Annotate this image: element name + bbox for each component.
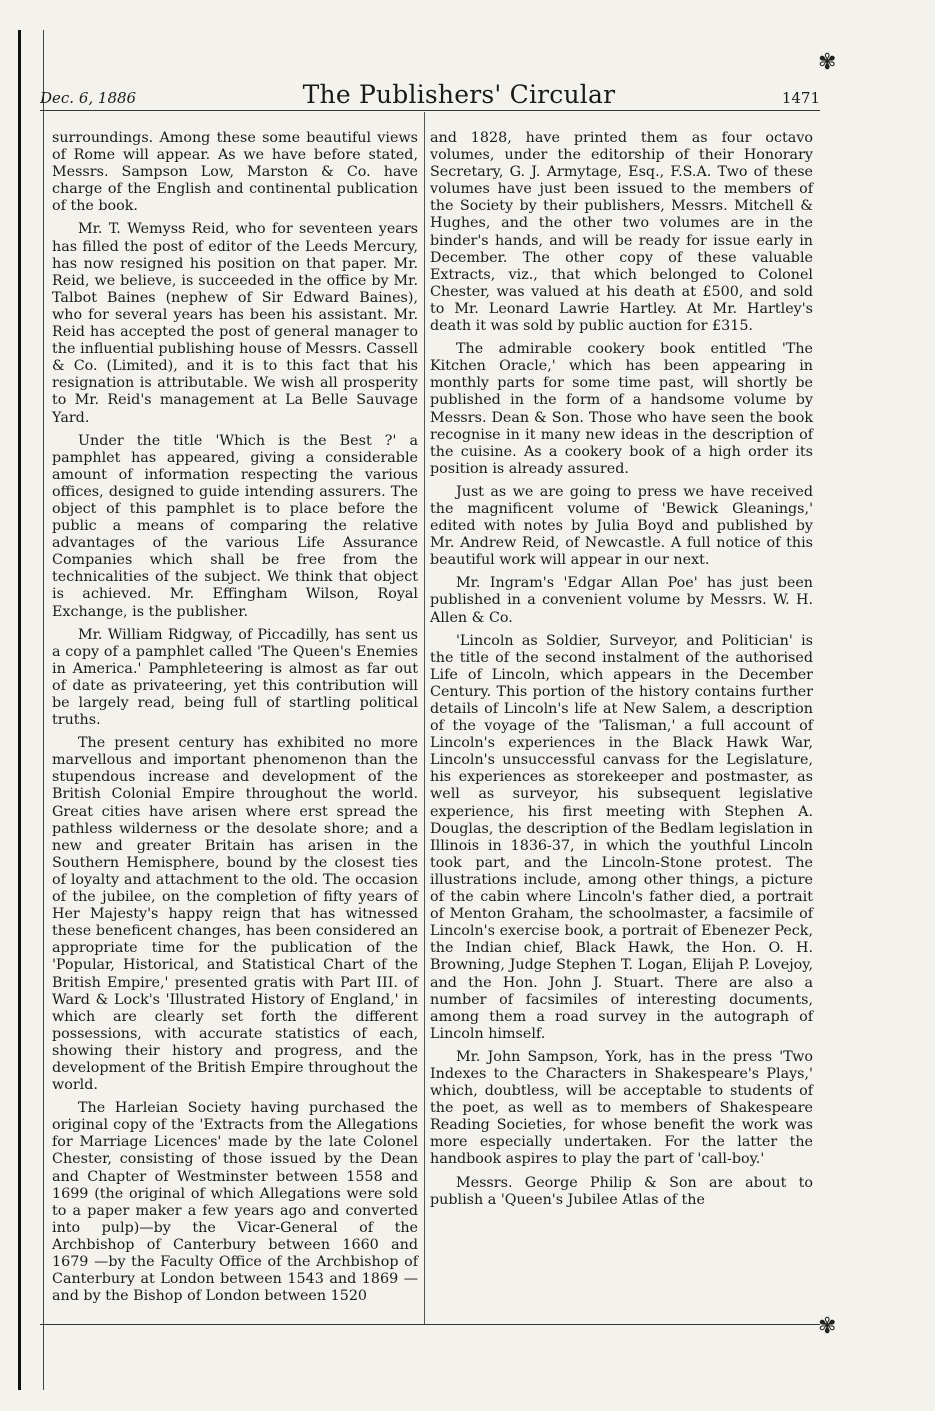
- article-paragraph: Just as we are going to press we have received the magnificent volume of 'Bewick Gleanings,' edited with notes by Julia Boyd and published by Mr. Andrew Reid, of Newcastle. A full notice of this beautiful work will appear in our next.: [430, 483, 813, 569]
- article-paragraph: surroundings. Among these some beautiful views of Rome will appear. As we have before stated, Messrs. Sampson Low, Marston & Co. have charge of the English and continental publication of the book.: [52, 130, 418, 215]
- article-paragraph: Mr. William Ridgway, of Piccadilly, has sent us a copy of a pamphlet called 'The Queen's Enemies in America.' Pamphleteering is almost as far out of date as privateering, yet this contribution will be largely read, being full of startling political truths.: [52, 626, 418, 729]
- corner-ornament-icon: ✾: [818, 50, 837, 75]
- publication-title: The Publishers' Circular: [302, 80, 616, 109]
- article-paragraph: Messrs. George Philip & Son are about to publish a 'Queen's Jubilee Atlas of the: [430, 1174, 813, 1208]
- page-binding-edge: [18, 30, 44, 1390]
- article-paragraph: The present century has exhibited no more marvellous and important phenomenon than the stupendous increase and development of the British Colonial Empire throughout the world. Great cities have arisen where erst spread the pathless wilderness or the desolate shore; and a new and greater Britain has arisen in the Southern Hemisphere, bound by the closest ties of loyalty and attachment to the old. The occasion of the jubilee, on the completion of fifty years of Her Majesty's happy reign that has witnessed these beneficent changes, has been considered an appropriate time for the publication of the 'Popular, Historical, and Statistical Chart of the British Empire,' presented gratis with Part III. of Ward & Lock's 'Illustrated History of England,' in which are clearly set forth the different possessions, with accurate statistics of each, showing their history and progress, and the development of the British Empire throughout the world.: [52, 735, 418, 1094]
- article-paragraph: Under the title 'Which is the Best ?' a pamphlet has appeared, giving a considerable amount of information respecting the various offices, designed to guide intending assurers. The object of this pamphlet is to place before the public a means of comparing the relative advantages of the various Life Assurance Companies which shall be free from the technicalities of the subject. We think that object is achieved. Mr. Effingham Wilson, Royal Exchange, is the publisher.: [52, 432, 418, 620]
- page-header: [40, 80, 820, 110]
- corner-ornament-icon: ✾: [818, 1314, 837, 1339]
- left-column: [52, 130, 418, 1311]
- issue-date: Dec. 6, 1886: [40, 89, 137, 107]
- column-divider: [424, 112, 425, 1324]
- right-column: [430, 130, 813, 1215]
- article-paragraph: Mr. T. Wemyss Reid, who for seventeen years has filled the post of editor of the Leeds Mercury, has now resigned his position on that paper. Mr. Reid, we believe, is succeeded in the office by Mr. Talbot Baines (nephew of Sir Edward Baines), who for several years has been his assistant. Mr. Reid has accepted the post of general manager to the influential publishing house of Messrs. Cassell & Co. (Limited), and it is to this fact that his resignation is attributable. We wish all prosperity to Mr. Reid's management at La Belle Sauvage Yard.: [52, 221, 418, 426]
- article-paragraph: 'Lincoln as Soldier, Surveyor, and Politician' is the title of the second instalment of the authorised Life of Lincoln, which appears in the December Century. This portion of the history contains further details of Lincoln's life at New Salem, a description of the voyage of the 'Talisman,' a full account of Lincoln's experiences in the Black Hawk War, Lincoln's unsuccessful canvass for the Legislature, his experiences as storekeeper and postmaster, as well as surveyor, his subsequent legislative experience, his first meeting with Stephen A. Douglas, the description of the Bedlam legislation in Illinois in 1836-37, in which the youthful Lincoln took part, and the Lincoln-Stone protest. The illustrations include, among other things, a picture of the cabin where Lincoln's father died, a portrait of Menton Graham, the schoolmaster, a facsimile of Lincoln's exercise book, a portrait of Ebenezer Peck, the Indian chief, Black Hawk, the Hon. O. H. Browning, Judge Stephen T. Logan, Elijah P. Lovejoy, and the Hon. John J. Stuart. There are also a number of facsimiles of interesting documents, among them a road survey in the autograph of Lincoln himself.: [430, 632, 813, 1042]
- article-paragraph: The Harleian Society having purchased the original copy of the 'Extracts from the Allegations for Marriage Licences' made by the late Colonel Chester, consisting of those issued by the Dean and Chapter of Westminster between 1558 and 1699 (the original of which Allegations were sold to a paper maker a few years ago and converted into pulp)—by the Vicar-General of the Archbishop of Canterbury between 1660 and 1679 —by the Faculty Office of the Archbishop of Canterbury at London between 1543 and 1869 —and by the Bishop of London between 1520: [52, 1100, 418, 1305]
- article-paragraph: and 1828, have printed them as four octavo volumes, under the editorship of their Honorary Secretary, G. J. Armytage, Esq., F.S.A. Two of these volumes have just been issued to the members of the Society by their publishers, Messrs. Mitchell & Hughes, and the other two volumes are in the binder's hands, and will be ready for issue early in December. The other copy of these valuable Extracts, viz., that which belonged to Colonel Chester, was valued at his death at £500, and sold to Mr. Leonard Lawrie Hartley. At Mr. Hartley's death it was sold by public auction for £315.: [430, 130, 813, 335]
- page-number: 1471: [781, 89, 820, 107]
- article-paragraph: Mr. John Sampson, York, has in the press 'Two Indexes to the Characters in Shakespeare's Plays,' which, doubtless, will be acceptable to students of the poet, as well as to members of Shakespeare Reading Societies, for whose benefit the work was more especially undertaken. For the latter the handbook aspires to play the part of 'call-boy.': [430, 1048, 813, 1168]
- article-paragraph: The admirable cookery book entitled 'The Kitchen Oracle,' which has been appearing in monthly parts for some time past, will shortly be published in the form of a handsome volume by Messrs. Dean & Son. Those who have seen the book recognise in it many new ideas in the description of the cuisine. As a cookery book of a high order its position is already assured.: [430, 341, 813, 477]
- header-rule: [40, 110, 820, 111]
- footer-rule: [40, 1324, 820, 1325]
- article-paragraph: Mr. Ingram's 'Edgar Allan Poe' has just been published in a convenient volume by Messrs. W. H. Allen & Co.: [430, 575, 813, 626]
